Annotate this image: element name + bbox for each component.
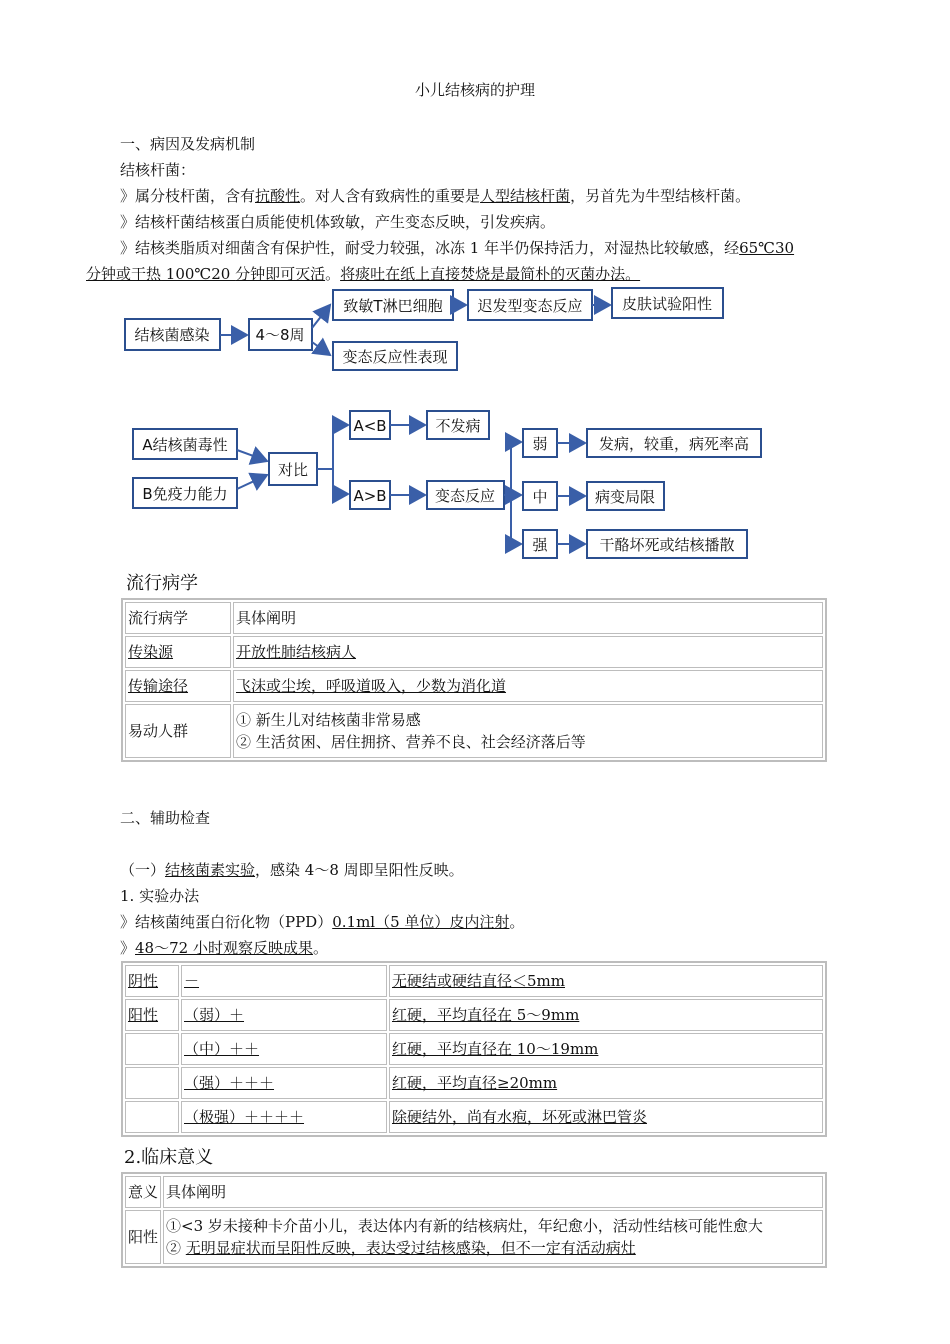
- label-manifest: 变态反应性表现: [342, 348, 448, 366]
- epidemiology-table: [121, 598, 827, 762]
- arrow: [317, 425, 348, 469]
- arrow: [312, 305, 330, 328]
- label-allergy: 变态反应: [434, 487, 496, 505]
- underlined-term: 结核菌素实验: [165, 861, 256, 879]
- label-weak: 弱: [532, 435, 548, 453]
- paragraph-bacillus-3: [120, 238, 794, 258]
- row-key: 传染源: [125, 636, 231, 668]
- table-row: [125, 1067, 823, 1099]
- underlined-term: 0.1ml（5 单位）皮内注射: [332, 913, 510, 931]
- arrow: [333, 469, 348, 494]
- underlined-term: 分钟或干热: [86, 265, 162, 283]
- row-key: 阳性: [125, 1210, 161, 1264]
- label-weeks: 4～8周: [255, 326, 305, 344]
- label-strong: 强: [532, 536, 548, 554]
- row-key: 传输途径: [125, 670, 231, 702]
- result-category: 阳性: [125, 999, 179, 1031]
- label-virulence: A结核菌毒性: [142, 436, 228, 454]
- underlined-term: 48～72 小时观察反映成果: [135, 939, 313, 957]
- text-segment: ②: [166, 1239, 186, 1257]
- text-segment: 》属分枝杆菌，含有: [120, 187, 256, 205]
- header-cell: 具体阐明: [233, 602, 823, 634]
- result-grade: （弱）＋: [181, 999, 387, 1031]
- text-segment: 。: [325, 265, 341, 283]
- paragraph-observe: [120, 938, 328, 958]
- label-weak-result: 发病，较重，病死率高: [598, 435, 750, 453]
- result-category: [125, 1067, 179, 1099]
- row-value-line: ② 生活贫困、居住拥挤、营养不良、社会经济落后等: [236, 733, 586, 751]
- result-grade: （强）＋＋＋: [181, 1067, 387, 1099]
- label-no-disease: 不发病: [435, 417, 481, 435]
- arrow: [511, 442, 521, 495]
- table-row: [125, 670, 823, 702]
- row-value: [233, 704, 823, 758]
- result-grade: （极强）＋＋＋＋: [181, 1101, 387, 1133]
- result-description: 除硬结外，尚有水疱，坏死或淋巴管炎: [389, 1101, 823, 1133]
- header-cell: 具体阐明: [163, 1176, 823, 1208]
- text-segment: （一）: [120, 861, 166, 879]
- arrow: [237, 450, 267, 461]
- text-segment: ，感染 4～8 周即呈阳性反映。: [255, 861, 464, 879]
- label-delayed: 迟发型变态反应: [477, 297, 583, 315]
- underlined-term: 100℃20: [161, 265, 236, 283]
- table-row: [125, 1033, 823, 1065]
- result-description: 红硬，平均直径在 5～9mm: [389, 999, 823, 1031]
- row-value-line: ①<3 岁未接种卡介苗小儿，表达体内有新的结核病灶，年纪愈小，活动性结核可能性愈大: [166, 1217, 763, 1235]
- row-key: 易动人群: [125, 704, 231, 758]
- underlined-term: 无明显症状而呈阳性反映，表达受过结核感染，但不一定有活动病灶: [185, 1239, 636, 1257]
- paragraph-tst: [120, 860, 464, 880]
- arrow: [511, 495, 521, 544]
- tst-result-table: [121, 961, 827, 1137]
- table-row: [125, 1210, 823, 1264]
- label-a-lt-b: A<B: [353, 417, 387, 435]
- text-segment: 。对人含有致病性的重要是: [300, 187, 481, 205]
- result-category: [125, 1033, 179, 1065]
- result-description: 红硬，平均直径≥20mm: [389, 1067, 823, 1099]
- result-grade: （中）＋＋: [181, 1033, 387, 1065]
- subheading-method: 1. 实验办法: [120, 887, 200, 905]
- text-segment: 》: [120, 939, 136, 957]
- text-segment: 》结核类脂质对细菌含有保护性，耐受力较强，冰冻 1 年半仍保持活力，对湿热比较敏感，经: [120, 239, 740, 257]
- table-row: [125, 1101, 823, 1133]
- paragraph-bacillus-2: 》结核杆菌结核蛋白质能使机体致敏，产生变态反映，引发疾病。: [120, 213, 556, 231]
- table-row: [125, 965, 823, 997]
- section-heading-etiology: 一、病因及发病机制: [120, 135, 256, 153]
- text-segment: ，另首先为牛型结核杆菌。: [570, 187, 751, 205]
- page-title: 小儿结核病的护理: [414, 81, 535, 99]
- result-grade: －: [181, 965, 387, 997]
- underlined-term: 人型结核杆菌: [480, 187, 571, 205]
- text-segment: 。: [312, 939, 328, 957]
- section-heading-tests: 二、辅助检查: [120, 809, 211, 827]
- header-cell: 流行病学: [125, 602, 231, 634]
- subheading-bacillus: 结核杆菌：: [120, 161, 196, 179]
- result-description: 红硬，平均直径在 10～19mm: [389, 1033, 823, 1065]
- result-description: 无硬结或硬结直径＜5mm: [389, 965, 823, 997]
- paragraph-ppd: [120, 912, 524, 932]
- table-header-row: [125, 602, 823, 634]
- clinical-heading: 2.临床意义: [124, 1147, 214, 1168]
- label-skin-test: 皮肤试验阳性: [621, 295, 713, 313]
- text-segment: 》结核菌纯蛋白衍化物（PPD）: [120, 913, 333, 931]
- epidemiology-heading: 流行病学: [126, 573, 198, 594]
- table-row: [125, 636, 823, 668]
- table-row: [125, 999, 823, 1031]
- table-row: [125, 704, 823, 758]
- label-medium: 中: [532, 488, 548, 506]
- row-value: [163, 1210, 823, 1264]
- label-tcell: 致敏T淋巴细胞: [343, 297, 443, 315]
- paragraph-bacillus-1: [120, 186, 750, 206]
- table-header-row: [125, 1176, 823, 1208]
- label-strong-result: 干酪坏死或结核播散: [599, 536, 735, 554]
- label-a-gt-b: A>B: [353, 487, 387, 505]
- infection-flowchart: [0, 280, 950, 380]
- label-medium-result: 病变局限: [594, 488, 656, 506]
- row-value-line: [166, 1237, 820, 1259]
- row-value: 飞沫或尘埃，呼吸道吸入，少数为消化道: [233, 670, 823, 702]
- pathogenesis-flowchart: [0, 405, 950, 565]
- clinical-table: [121, 1172, 827, 1268]
- underlined-term: 65℃30: [739, 239, 795, 257]
- label-immunity: B免疫力能力: [142, 485, 228, 503]
- header-cell: 意义: [125, 1176, 161, 1208]
- label-compare: 对比: [277, 461, 309, 479]
- text-segment: 。: [509, 913, 525, 931]
- row-value-line: ① 新生儿对结核菌非常易感: [236, 711, 421, 729]
- underlined-term: 抗酸性: [255, 187, 301, 205]
- underlined-term: 将痰吐在纸上直接焚烧是最简朴的灭菌办法。: [340, 265, 641, 283]
- result-category: [125, 1101, 179, 1133]
- result-category: 阴性: [125, 965, 179, 997]
- label-infection: 结核菌感染: [134, 326, 210, 344]
- row-value: 开放性肺结核病人: [233, 636, 823, 668]
- arrow: [237, 475, 267, 489]
- underlined-term: 分钟即可灭活: [235, 265, 326, 283]
- arrow: [312, 342, 330, 355]
